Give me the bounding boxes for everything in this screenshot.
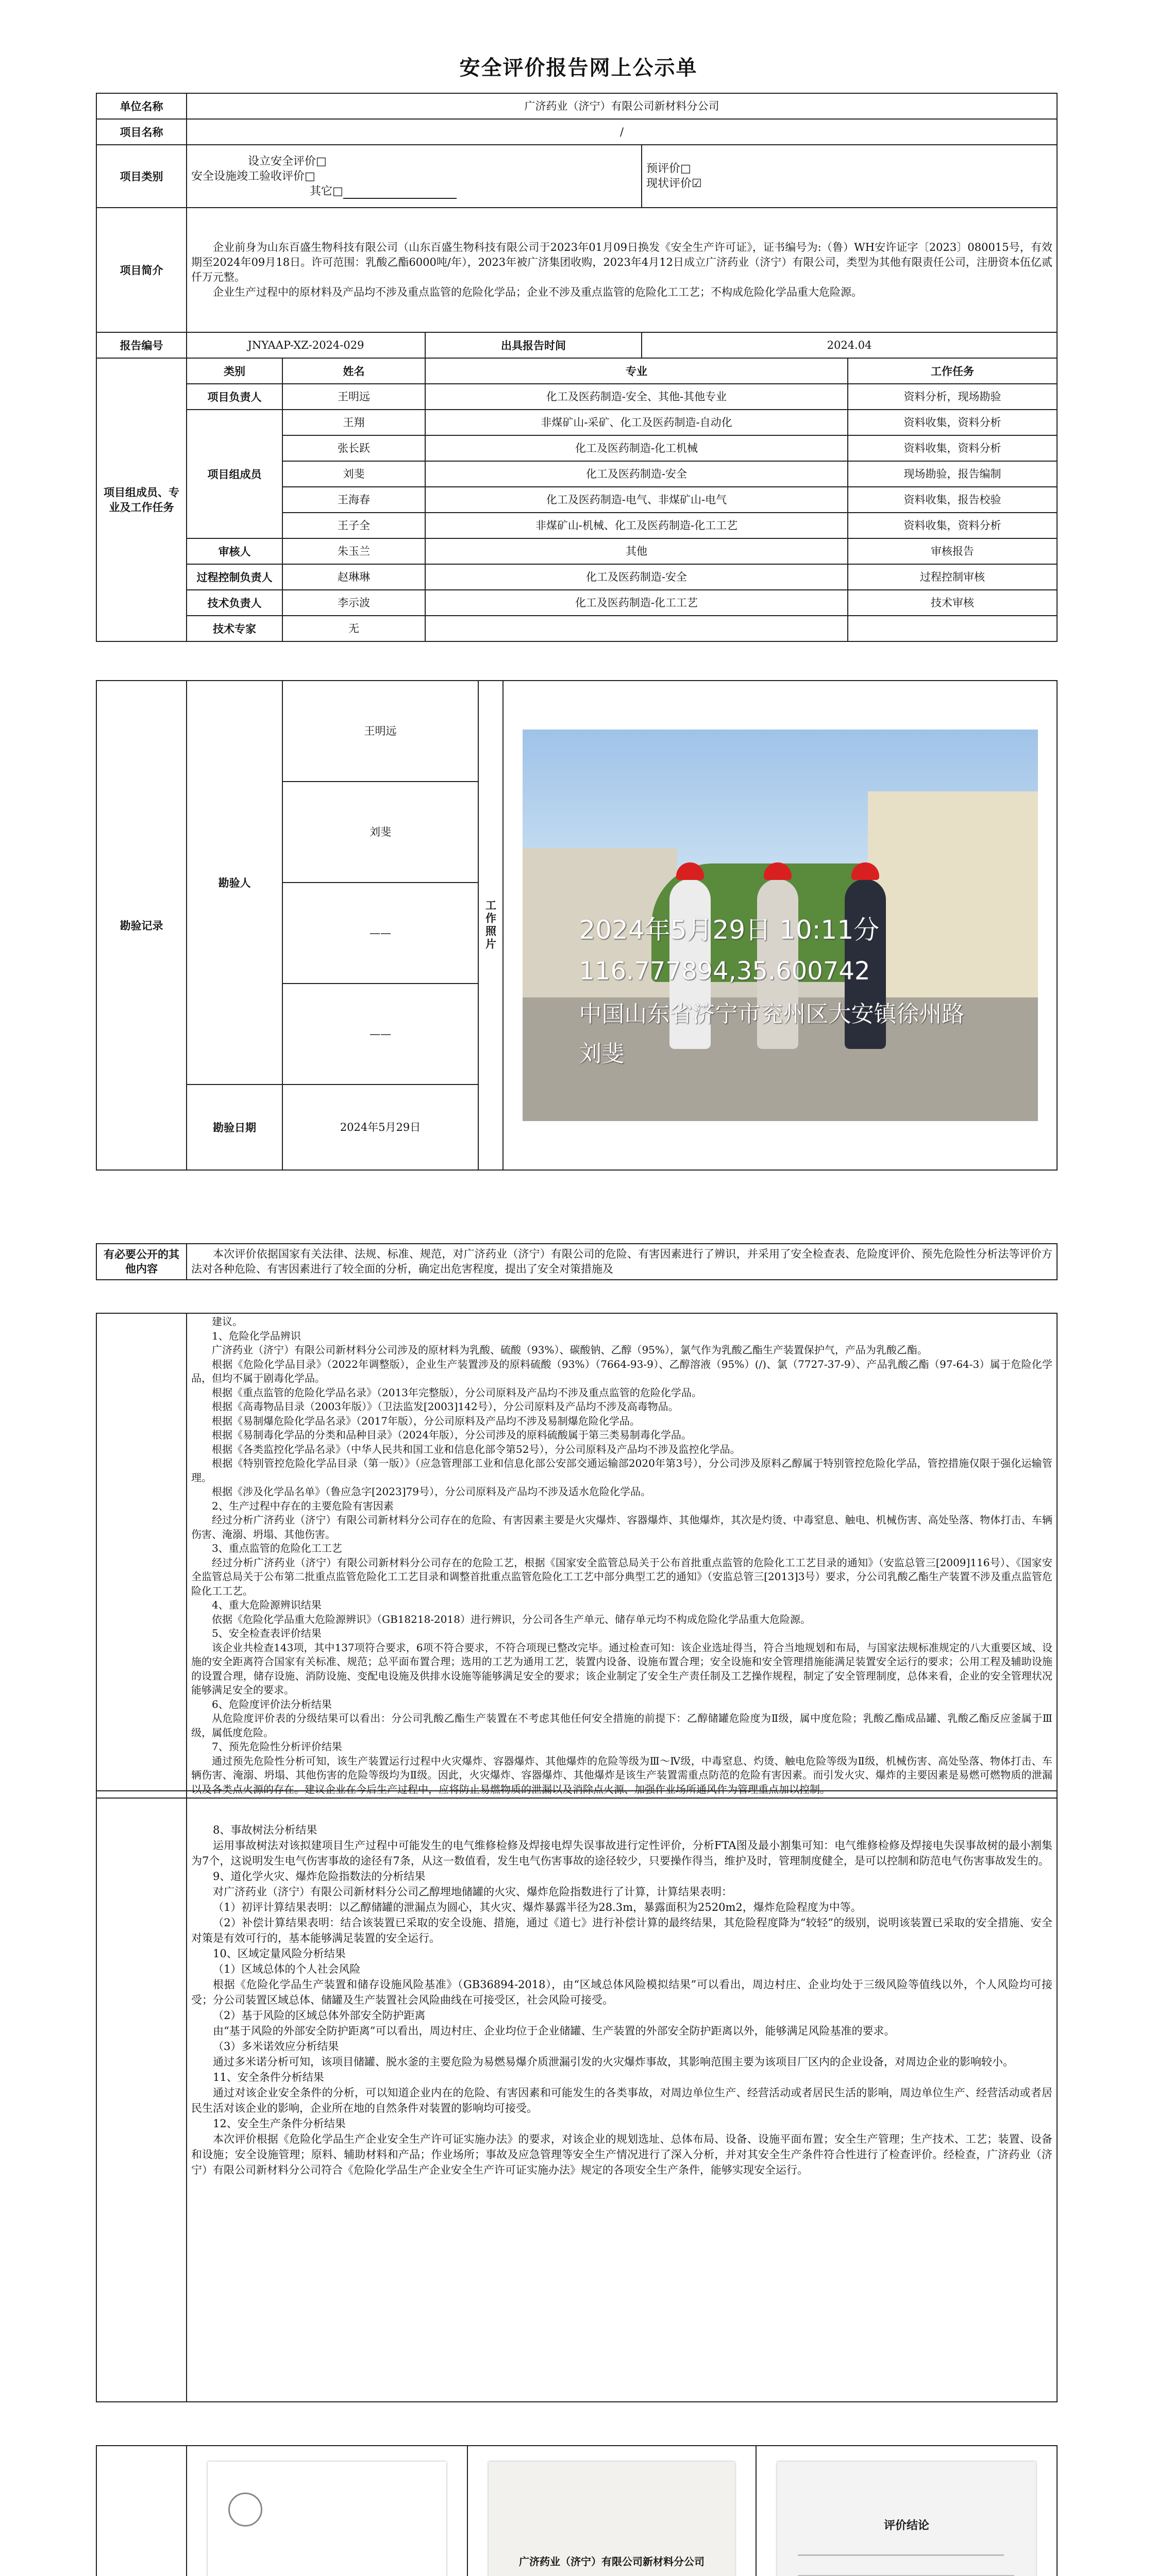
analysis-paragraph: （2）基于风险的区域总体外部安全防护距离 bbox=[213, 2009, 426, 2022]
analysis-paragraph: 12、安全生产条件分析结果 bbox=[213, 2117, 346, 2130]
category-other-line bbox=[191, 184, 637, 199]
member-task: 资料收集，资料分析 bbox=[848, 435, 1057, 461]
member-major: 其他 bbox=[425, 538, 848, 564]
suggestion-paragraph: 通过预先危险性分析可知，该生产装置运行过程中火灾爆炸、容器爆炸、其他爆炸的危险等级为Ⅲ～Ⅳ级，中毒窒息、灼烫、触电危险等级为Ⅱ级，机械伤害、高处坠落、物体打击、车辆伤害、淹溺、坍塌、其他伤害的危险等级均为Ⅱ级。因此，火灾爆炸、容器爆炸、其他爆炸是该生产装置需重点防范的危险有害因素。而引发火灾、爆炸的主要因素是易燃可燃物质的泄漏以及各类点火源的存在。建议企业在今后生产过程中，应将防止易燃物质的泄漏以及消除点火源、加强作业场所通风作为管理重点加以控制。 bbox=[191, 1754, 1052, 1795]
analysis-paragraph: 8、事故树法分析结果 bbox=[213, 1824, 317, 1836]
analysis-paragraph: 11、安全条件分析结果 bbox=[213, 2071, 324, 2083]
page-title: 安全评价报告网上公示单 bbox=[459, 56, 698, 80]
category-left bbox=[187, 145, 642, 208]
analysis-paragraph: 通过对该企业安全条件的分析，可以知道企业内在的危险、有害因素和可能发生的各类事故，对周边单位生产、经营活动或者居民生活的影响，周边单位生产、经营活动或者居民生活对该企业的影响，企业所在地的自然条件对装置的影响均可接受。 bbox=[191, 2087, 1052, 2114]
analysis-paragraph: 由“基于风险的外部安全防护距离”可以看出，周边村庄、企业均位于企业储罐、生产装置的外部安全防护距离以外，能够满足风险基准的要求。 bbox=[213, 2025, 895, 2037]
survey-person-label: 勘验人 bbox=[187, 681, 282, 1084]
suggestion-paragraph: 2、生产过程中存在的主要危险有害因素 bbox=[212, 1499, 394, 1512]
disclosure-text: 本次评价依据国家有关法律、法规、标准、规范，对广济药业（济宁）有限公司的危险、有害因素进行了辨识，并采用了安全检查表、危险度评价、预先危险性分析法等评价方法对各种危险、有害因素进行了较全面的分析，确定出危害程度，提出了安全对策措施及 bbox=[191, 1248, 1052, 1275]
member-major: 非煤矿山-机械、化工及医药制造-化工工艺 bbox=[425, 513, 848, 538]
disclosure-text-cell bbox=[187, 1244, 1057, 1280]
member-task: 现场勘验，报告编制 bbox=[848, 461, 1057, 487]
analysis-paragraph: （3）多米诺效应分析结果 bbox=[213, 2040, 339, 2053]
category-other: 其它□ bbox=[310, 184, 343, 198]
member-task: 资料收集，报告校验 bbox=[848, 487, 1057, 513]
suggestion-paragraph: 经过分析广济药业（济宁）有限公司新材料分公司存在的危险工艺，根据《国家安全监管总局关于公布首批重点监管的危险化工工艺目录的通知》（安监总管三[2009]116号）、《国家安全监管总局关于公布第二批重点监管危险化工工艺目录和调整首批重点监管危险化工工艺中部分典型工艺的通知》（安监总管三[2013]3号）要求，分公司乳酸乙酯生产装置不涉及重点监管危险化工工艺。 bbox=[191, 1556, 1052, 1597]
disclosure-table bbox=[96, 1243, 1058, 1280]
member-name: 无 bbox=[282, 616, 425, 641]
survey-person-name: —— bbox=[282, 984, 478, 1084]
survey-person-name: 刘斐 bbox=[282, 782, 478, 883]
member-task: 审核报告 bbox=[848, 538, 1057, 564]
member-task: 技术审核 bbox=[848, 590, 1057, 616]
cover-page-3 bbox=[756, 2446, 1057, 2576]
suggestion-paragraph: 从危险度评价表的分级结果可以看出：分公司乳酸乙酯生产装置在不考虑其他任何安全措施的前提下：乙醇储罐危险度为Ⅱ级，属中度危险；乳酸乙酯成品罐、乳酸乙酯反应釜属于Ⅲ级，属低度危险。 bbox=[191, 1712, 1052, 1739]
analysis-paragraph: 对广济药业（济宁）有限公司新材料分公司乙醇埋地储罐的火灾、爆炸危险指数进行了计算，计算结果表明： bbox=[213, 1886, 732, 1898]
suggestion-paragraph: 该企业共检查143项，其中137项符合要求，6项不符合要求，不符合项现已整改完毕。通过检查可知：该企业选址得当，符合当地规划和布局，与国家法规标准规定的八大重要区域、设施的安全距离符合国家有关标准、规范；总平面布置合理；选用的工艺为通用工艺，装置内设备、设施布置合理；安全设施和安全管理措施能满足装置安全运行的要求；公用工程及辅助设施的设置合理，储存设施、消防设施、变配电设施及供排水设施等能够满足安全的要求；该企业制定了安全生产责任制及工艺操作规程，制定了安全管理制度，总体来看，企业的安全管理状况能够满足安全的要求。 bbox=[191, 1641, 1052, 1696]
member-major: 化工及医药制造-安全 bbox=[425, 564, 848, 590]
table-row bbox=[96, 590, 1057, 616]
report-no: JNYAAP-XZ-2024-029 bbox=[187, 332, 425, 358]
emblem-icon bbox=[228, 2493, 262, 2527]
survey-person-name: 王明远 bbox=[282, 681, 478, 782]
conclusion-doc bbox=[777, 2462, 1036, 2576]
suggestion-paragraph: 根据《重点监管的危险化学品名录》（2013年完整版），分公司原料及产品均不涉及重点监管的危险化学品。 bbox=[212, 1386, 702, 1399]
suggestion-paragraph: 依据《危险化学品重大危险源辨识》（GB18218-2018）进行辨识，分公司各生产单元、储存单元均不构成危险化学品重大危险源。 bbox=[212, 1613, 811, 1625]
suggestion-paragraph: 3、重点监管的危险化工工艺 bbox=[212, 1542, 342, 1554]
disclosure-label: 有必要公开的其他内容 bbox=[96, 1244, 187, 1280]
member-task: 过程控制审核 bbox=[848, 564, 1057, 590]
suggestion-paragraph: 1、危险化学品辨识 bbox=[212, 1329, 301, 1342]
member-major: 化工及医药制造-电气、非煤矿山-电气 bbox=[425, 487, 848, 513]
watermark-time: 2024年5月29日 10:11分 bbox=[579, 915, 880, 945]
category-label: 项目类别 bbox=[96, 145, 187, 208]
analysis-paragraph: 根据《危险化学品生产装置和储存设施风险基准》（GB36894-2018），由“区域总体风险模拟结果”可以看出，周边村庄、企业均处于三级风险等值线以外，个人风险均可接受；分公司装置区域总体、储罐及生产装置社会风险曲线在可接受区，社会风险可接受。 bbox=[191, 1978, 1052, 2006]
analysis-paragraph: （2）补偿计算结果表明：结合该装置已采取的安全设施、措施，通过《道七》进行补偿计算的最终结果，其危险程度降为“较轻”的级别，说明该装置已采取的安全措施、安全对策是有效可行的，基本能够满足装置的安全运行。 bbox=[191, 1917, 1052, 1944]
col-header-task: 工作任务 bbox=[848, 358, 1057, 384]
suggestion-table bbox=[96, 1313, 1058, 1799]
category-pre-evaluation: 预评价□ bbox=[646, 162, 691, 175]
intro-paragraph: 企业生产过程中的原材料及产品均不涉及重点监管的危险化学品；企业不涉及重点监管的危险化工工艺；不构成危险化学品重大危险源。 bbox=[213, 286, 862, 298]
suggestion-paragraph: 5、安全检查表评价结果 bbox=[212, 1627, 322, 1639]
work-photo bbox=[523, 730, 1038, 1121]
member-name: 王海春 bbox=[282, 487, 425, 513]
suggestion-paragraph: 根据《易制毒化学品的分类和品种目录》（2024年版），分公司涉及的原料硫酸属于第三类易制毒化学品。 bbox=[212, 1429, 692, 1441]
member-role: 项目组成员 bbox=[187, 410, 282, 538]
member-role: 技术负责人 bbox=[187, 590, 282, 616]
issue-time: 2024.04 bbox=[642, 332, 1057, 358]
member-name: 刘斐 bbox=[282, 461, 425, 487]
category-acceptance: 安全设施竣工验收评价□ bbox=[191, 170, 315, 183]
intro-paragraph: 企业前身为山东百盛生物科技有限公司（山东百盛生物科技有限公司于2023年01月09日换发《安全生产许可证》，证书编号为:（鲁）WH安许证字〔2023〕080015号，有效期至2024年09月18日。许可范围：乳酸乙酯6000吨/年），2023年被广济集团收购，2023年4月12日成立广济药业（济宁）有限公司，类型为其他有限责任公司，注册资本伍亿贰仟万元整。 bbox=[191, 241, 1053, 283]
table-row bbox=[96, 410, 1057, 435]
category-right bbox=[642, 145, 1057, 208]
analysis-paragraph: （1）区域总体的个人社会风险 bbox=[213, 1963, 361, 1975]
member-name: 朱玉兰 bbox=[282, 538, 425, 564]
analysis-paragraph: 通过多米诺分析可知，该项目储罐、脱水釜的主要危险为易燃易爆介质泄漏引发的火灾爆炸事故，其影响范围主要为该项目厂区内的企业设备，对周边企业的影响较小。 bbox=[213, 2056, 1014, 2068]
basic-info-table bbox=[96, 93, 1058, 642]
members-label: 项目组成员、专业及工作任务 bbox=[96, 358, 187, 641]
member-task: 资料分析，现场勘验 bbox=[848, 384, 1057, 410]
survey-person-name: —— bbox=[282, 883, 478, 984]
member-task: 资料收集，资料分析 bbox=[848, 410, 1057, 435]
suggestion-paragraph: 根据《危险化学品目录》（2022年调整版），企业生产装置涉及的原料硫酸（93%）（7664-93-9）、乙醇溶液（95%）(/)、氯（7727-37-9）、产品乳酸乙酯（97-64-3）属于危险化学品，但均不属于剧毒化学品。 bbox=[191, 1358, 1052, 1384]
watermark-person: 刘斐 bbox=[579, 1041, 625, 1067]
suggestion-paragraph: 根据《易制爆危险化学品名录》（2017年版），分公司原料及产品均不涉及易制爆危险化学品。 bbox=[212, 1414, 640, 1427]
member-name: 王子全 bbox=[282, 513, 425, 538]
analysis-paragraph: 10、区域定量风险分析结果 bbox=[213, 1947, 346, 1960]
unit-value: 广济药业（济宁）有限公司新材料分公司 bbox=[187, 93, 1057, 119]
suggestion-paragraph: 广济药业（济宁）有限公司新材料分公司涉及的原材料为乳酸、硫酸（93%）、碳酸钠、乙醇（95%），氯气作为乳酸乙酯生产装置保护气，产品为乳酸乙酯。 bbox=[212, 1344, 928, 1356]
project-label: 项目名称 bbox=[96, 119, 187, 145]
contract-doc bbox=[208, 2462, 446, 2576]
suggestion-paragraph: 根据《各类监控化学品名录》（中华人民共和国工业和信息化部令第52号），分公司原料及产品均不涉及监控化学品。 bbox=[212, 1443, 741, 1455]
intro-text bbox=[187, 208, 1057, 332]
member-role: 审核人 bbox=[187, 538, 282, 564]
member-name: 赵琳琳 bbox=[282, 564, 425, 590]
category-preliminary-setup: 设立安全评价□ bbox=[248, 155, 327, 168]
analysis-body bbox=[187, 1791, 1057, 2402]
survey-record-table bbox=[96, 680, 1058, 1171]
table-row bbox=[96, 384, 1057, 410]
member-major: 化工及医药制造-化工工艺 bbox=[425, 590, 848, 616]
suggestion-paragraph: 6、危险度评价法分析结果 bbox=[212, 1698, 332, 1710]
suggestion-paragraph: 7、预先危险性分析评价结果 bbox=[212, 1740, 342, 1753]
suggestion-paragraph: 建议。 bbox=[212, 1315, 243, 1328]
intro-label: 项目简介 bbox=[96, 208, 187, 332]
watermark-address: 中国山东省济宁市兖州区大安镇徐州路 bbox=[579, 1001, 965, 1027]
cover-page-2 bbox=[467, 2446, 756, 2576]
work-photo-cell bbox=[503, 681, 1057, 1170]
survey-date-label: 勘验日期 bbox=[187, 1084, 282, 1170]
unit-label: 单位名称 bbox=[96, 93, 187, 119]
analysis-table bbox=[96, 1790, 1058, 2402]
doc-line bbox=[798, 2554, 1004, 2556]
suggestion-left-cell bbox=[96, 1313, 187, 1798]
member-major: 化工及医药制造-化工机械 bbox=[425, 435, 848, 461]
member-task: 资料收集，资料分析 bbox=[848, 513, 1057, 538]
suggestion-paragraph: 根据《高毒物品目录（2003年版）》（卫法监发[2003]142号），分公司原料及产品均不涉及高毒物品。 bbox=[212, 1400, 679, 1413]
analysis-left-cell bbox=[96, 1791, 187, 2402]
table-row bbox=[96, 538, 1057, 564]
survey-record-label: 勘验记录 bbox=[96, 681, 187, 1170]
analysis-paragraph: 运用事故树法对该拟建项目生产过程中可能发生的电气维修检修及焊接电焊失误事故进行定性评价，分析FTA图及最小割集可知：电气维修检修及焊接电失误事故树的最小割集为7个，这说明发生电气伤害事故的途径有7条，从这一数值看，发生电气伤害事故的途径较少，只要操作得当，维护及时，管理制度健全，是可以控制和防范电气伤害事故发生的。 bbox=[191, 1839, 1052, 1867]
conclusion-title: 评价结论 bbox=[883, 2519, 929, 2532]
member-role: 过程控制负责人 bbox=[187, 564, 282, 590]
analysis-paragraph: （1）初评计算结果表明：以乙醇储罐的泄漏点为圆心，其火灾、爆炸暴露半径为28.3m，暴露面积为2520m2，爆炸危险程度为中等。 bbox=[213, 1901, 862, 1913]
report-doc bbox=[489, 2462, 735, 2576]
report-cover-thumbnail bbox=[468, 2446, 756, 2576]
member-major: 化工及医药制造-安全 bbox=[425, 461, 848, 487]
category-status-evaluation: 现状评价☑ bbox=[646, 177, 702, 190]
cover-label bbox=[96, 2446, 187, 2576]
cover-page-1 bbox=[187, 2446, 467, 2576]
member-major bbox=[425, 616, 848, 641]
table-row bbox=[96, 616, 1057, 641]
suggestion-paragraph: 根据《涉及化学品名单》（鲁应急字[2023]79号），分公司原料及产品均不涉及适水危险化学品。 bbox=[212, 1485, 651, 1498]
conclusion-thumbnail bbox=[757, 2446, 1057, 2576]
member-task bbox=[848, 616, 1057, 641]
member-name: 王明远 bbox=[282, 384, 425, 410]
survey-date: 2024年5月29日 bbox=[282, 1084, 478, 1170]
col-header-name: 姓名 bbox=[282, 358, 425, 384]
category-other-underline bbox=[343, 185, 457, 199]
member-major: 化工及医药制造-安全、其他-其他专业 bbox=[425, 384, 848, 410]
member-role: 技术专家 bbox=[187, 616, 282, 641]
col-header-major: 专业 bbox=[425, 358, 848, 384]
issue-time-label: 出具报告时间 bbox=[425, 332, 642, 358]
analysis-paragraph: 本次评价根据《危险化学品生产企业安全生产许可证实施办法》的要求，对该企业的规划选址、总体布局、设备、设施平面布置；安全生产管理；生产技术、工艺；装置、设备和设施；安全设施管理；原料、辅助材料和产品；作业场所；事故及应急管理等安全生产情况进行了深入分析，并对其安全生产条件符合性进行了检查评价。经检查，广济药业（济宁）有限公司新材料分公司符合《危险化学品生产企业安全生产许可证实施办法》规定的各项安全生产条件，能够实现安全运行。 bbox=[191, 2133, 1052, 2176]
member-role: 项目负责人 bbox=[187, 384, 282, 410]
suggestion-paragraph: 4、重大危险源辨识结果 bbox=[212, 1599, 322, 1611]
report-no-label: 报告编号 bbox=[96, 332, 187, 358]
member-name: 张长跃 bbox=[282, 435, 425, 461]
member-name: 王翔 bbox=[282, 410, 425, 435]
member-major: 非煤矿山-采矿、化工及医药制造-自动化 bbox=[425, 410, 848, 435]
suggestion-paragraph: 经过分析广济药业（济宁）有限公司新材料分公司存在的危险、有害因素主要是火灾爆炸、容器爆炸、其他爆炸，其次是灼烫、中毒窒息、触电、机械伤害、高处坠落、物体打击、车辆伤害、淹溺、坍塌、其他伤害。 bbox=[191, 1514, 1052, 1540]
table-row bbox=[96, 564, 1057, 590]
photo-label: 工作照片 bbox=[478, 681, 503, 1170]
col-header-role: 类别 bbox=[187, 358, 282, 384]
watermark-coords: 116.777894,35.600742 bbox=[579, 957, 870, 986]
cover-table bbox=[96, 2445, 1058, 2576]
project-value: / bbox=[187, 119, 1057, 145]
suggestion-paragraph: 根据《特别管控危险化学品目录（第一版）》（应急管理部工业和信息化部公安部交通运输部2020年第3号），分公司涉及原料乙醇属于特别管控危险化学品，管控措施仅限于强化运输管理。 bbox=[191, 1457, 1052, 1484]
analysis-paragraph: 9、道化学火灾、爆炸危险指数法的分析结果 bbox=[213, 1870, 426, 1883]
member-name: 李示波 bbox=[282, 590, 425, 616]
contract-cover-thumbnail bbox=[187, 2446, 467, 2576]
suggestion-body bbox=[187, 1313, 1057, 1798]
report-company: 广济药业（济宁）有限公司新材料分公司 bbox=[519, 2555, 705, 2568]
